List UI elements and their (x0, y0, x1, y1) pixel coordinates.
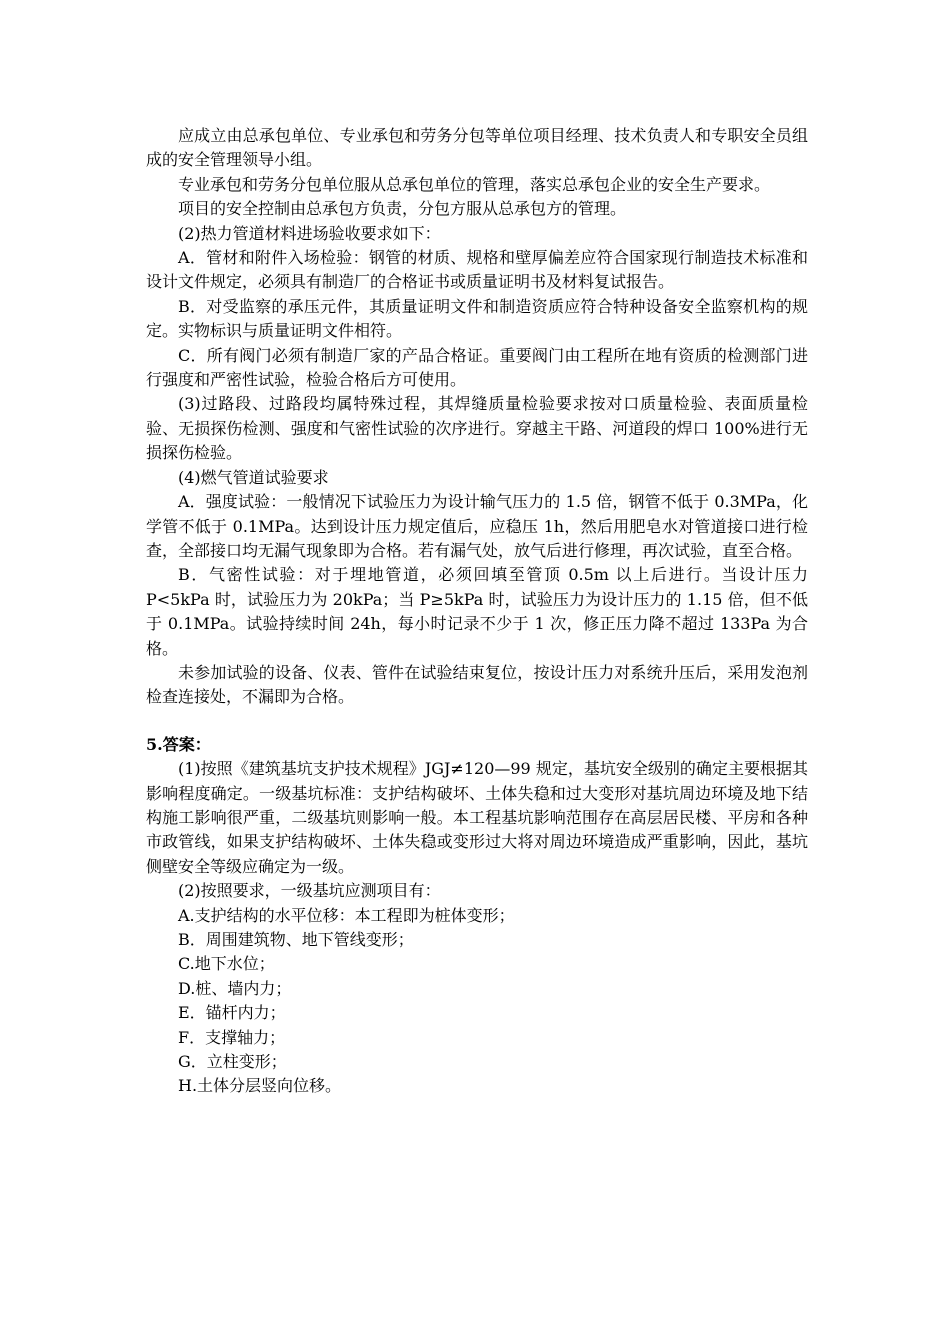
paragraph: (4)燃气管道试验要求 (178, 467, 329, 487)
paragraph: 未参加试验的设备、仪表、管件在试验结束复位，按设计压力对系统升压后，采用发泡剂检查连接处，不漏即为合格。 (146, 662, 808, 707)
paragraph: (2)按照要求，一级基坑应测项目有： (178, 881, 441, 901)
paragraph: (3)过路段、过路段均属特殊过程，其焊缝质量检验要求按对口质量检验、表面质量检验、无损探伤检测、强度和气密性试验的次序进行。穿越主干路、河道段的焊口 100%进行无损探伤检验。 (146, 394, 808, 463)
paragraph: (1)按照《建筑基坑支护技术规程》JGJ≠120—99 规定，基坑安全级别的确定主要根据其影响程度确定。一级基坑标准：支护结构破坏、土体失稳和过大变形对基坑周边环境及地下结构施工影响很严重，二级基坑则影响一般。本工程基坑影响范围存在高层居民楼、平房和各种市政管线，如果支护结构破坏、土体失稳或变形过大将对周边环境造成严重影响，因此，基坑侧壁安全等级应确定为一级。 (146, 759, 808, 876)
list-item: D.桩、墙内力； (178, 978, 292, 998)
document-page (146, 124, 808, 1099)
list-item: B．周围建筑物、地下管线变形； (178, 930, 414, 949)
paragraph: B．对受监察的承压元件，其质量证明文件和制造资质应符合特种设备安全监察机构的规定。实物标识与质量证明文件相符。 (146, 296, 808, 341)
paragraph: 应成立由总承包单位、专业承包和劳务分包等单位项目经理、技术负责人和专职安全员组成的安全管理领导小组。 (146, 126, 808, 170)
paragraph: A．管材和附件入场检验：钢管的材质、规格和壁厚偏差应符合国家现行制造技术标准和设计文件规定，必须具有制造厂的合格证书或质量证明书及材料复试报告。 (146, 248, 808, 292)
list-item: H.土体分层竖向位移。 (178, 1076, 342, 1096)
paragraph: 专业承包和劳务分包单位服从总承包单位的管理，落实总承包企业的安全生产要求。 (178, 174, 771, 194)
paragraph: 项目的安全控制由总承包方负责，分包方服从总承包方的管理。 (178, 199, 627, 219)
answer-heading: 5.答案： (146, 734, 211, 754)
list-item: C.地下水位； (178, 954, 275, 974)
list-item: E．锚杆内力； (178, 1003, 286, 1023)
paragraph: B．气密性试验：对于埋地管道，必须回填至管顶 0.5m 以上后进行。当设计压力 P<5kPa 时，试验压力为 20kPa；当 P≥5kPa 时，试验压力为设计压力的 1.15 倍，但不低于 0.1MPa。试验持续时间 24h，每小时记录不少于 1 次，修正压力降不超过 133Pa 为合格。 (146, 565, 808, 658)
paragraph: C．所有阀门必须有制造厂家的产品合格证。重要阀门由工程所在地有资质的检测部门进行强度和严密性试验，检验合格后方可使用。 (146, 345, 808, 390)
list-item: G．立柱变形； (178, 1052, 287, 1072)
paragraph: A．强度试验：一般情况下试验压力为设计输气压力的 1.5 倍，钢管不低于 0.3MPa，化学管不低于 0.1MPa。达到设计压力规定值后，应稳压 1h，然后用肥皂水对管道接口进行检查，全部接口均无漏气现象即为合格。若有漏气处，放气后进行修理，再次试验，直至合格。 (146, 492, 808, 560)
list-item: F．支撑轴力； (178, 1027, 286, 1047)
paragraph: (2)热力管道材料进场验收要求如下： (178, 223, 441, 243)
list-item: A.支护结构的水平位移：本工程即为桩体变形； (178, 905, 515, 925)
